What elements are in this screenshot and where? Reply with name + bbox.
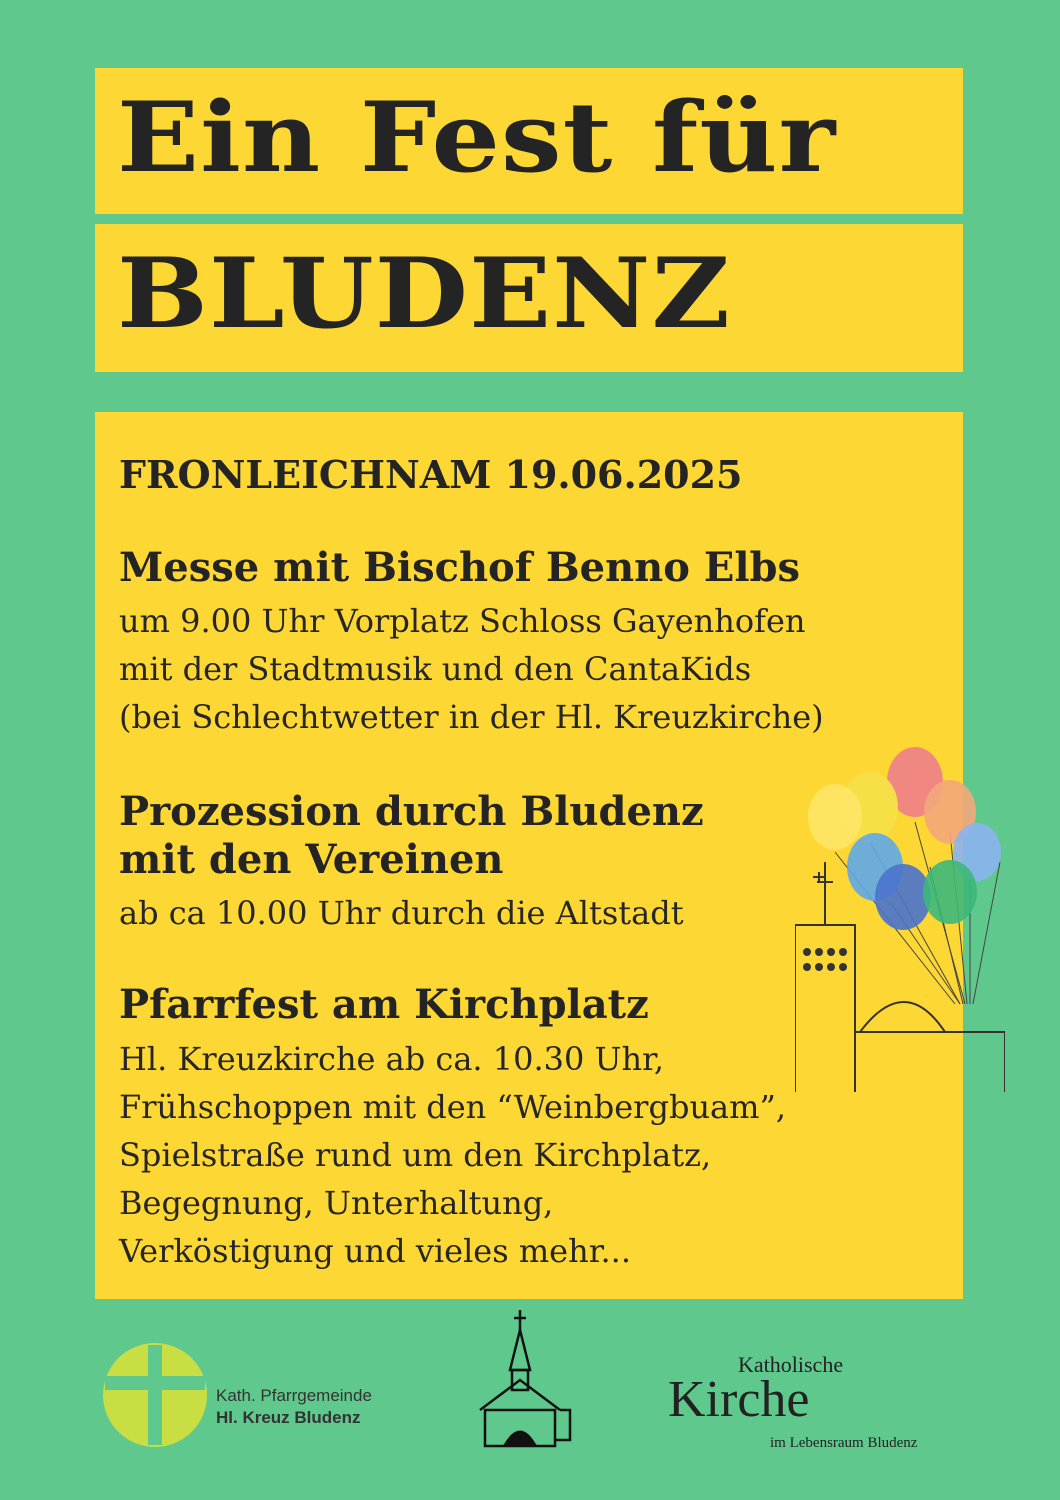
section-text: Hl. Kreuzkirche ab ca. 10.30 Uhr, [119,1040,665,1078]
cross-logo-icon [100,1340,210,1450]
section-text: ab ca 10.00 Uhr durch die Altstadt [119,894,684,932]
parish-name [216,1385,372,1429]
parish-line-1: Kath. Pfarrgemeinde [216,1386,372,1405]
section-heading: Prozession durch Bludenz [119,788,704,835]
section-text: Begegnung, Unterhaltung, [119,1184,554,1222]
section-text: Spielstraße rund um den Kirchplatz, [119,1136,712,1174]
church-logo-line-3: im Lebensraum Bludenz [770,1435,918,1451]
title-line-2: BLUDENZ [117,237,732,350]
section-text: um 9.00 Uhr Vorplatz Schloss Gayenhofen [119,602,806,640]
title-line-1: Ein Fest für [117,81,837,194]
section-text: (bei Schlechtwetter in der Hl. Kreuzkirche) [119,698,824,736]
parish-line-2: Hl. Kreuz Bludenz [216,1408,361,1427]
church-logo-line-2: Kirche [668,1371,810,1428]
section-text: Frühschoppen mit den “Weinbergbuam”, [119,1088,786,1126]
event-date: FRONLEICHNAM 19.06.2025 [119,452,743,497]
event-info-panel [95,412,963,1299]
church-icon [475,1310,585,1450]
title-bar-2 [95,224,963,372]
section-heading: Pfarrfest am Kirchplatz [119,981,649,1028]
church-logo-line-1: Katholische [738,1352,844,1377]
section-text: mit der Stadtmusik und den CantaKids [119,650,752,688]
section-heading: Messe mit Bischof Benno Elbs [119,544,801,591]
section-text: Verköstigung und vieles mehr... [119,1232,632,1270]
title-bar-1 [95,68,963,214]
section-heading: mit den Vereinen [119,836,504,883]
balloons-church-illustration [795,742,1005,1092]
